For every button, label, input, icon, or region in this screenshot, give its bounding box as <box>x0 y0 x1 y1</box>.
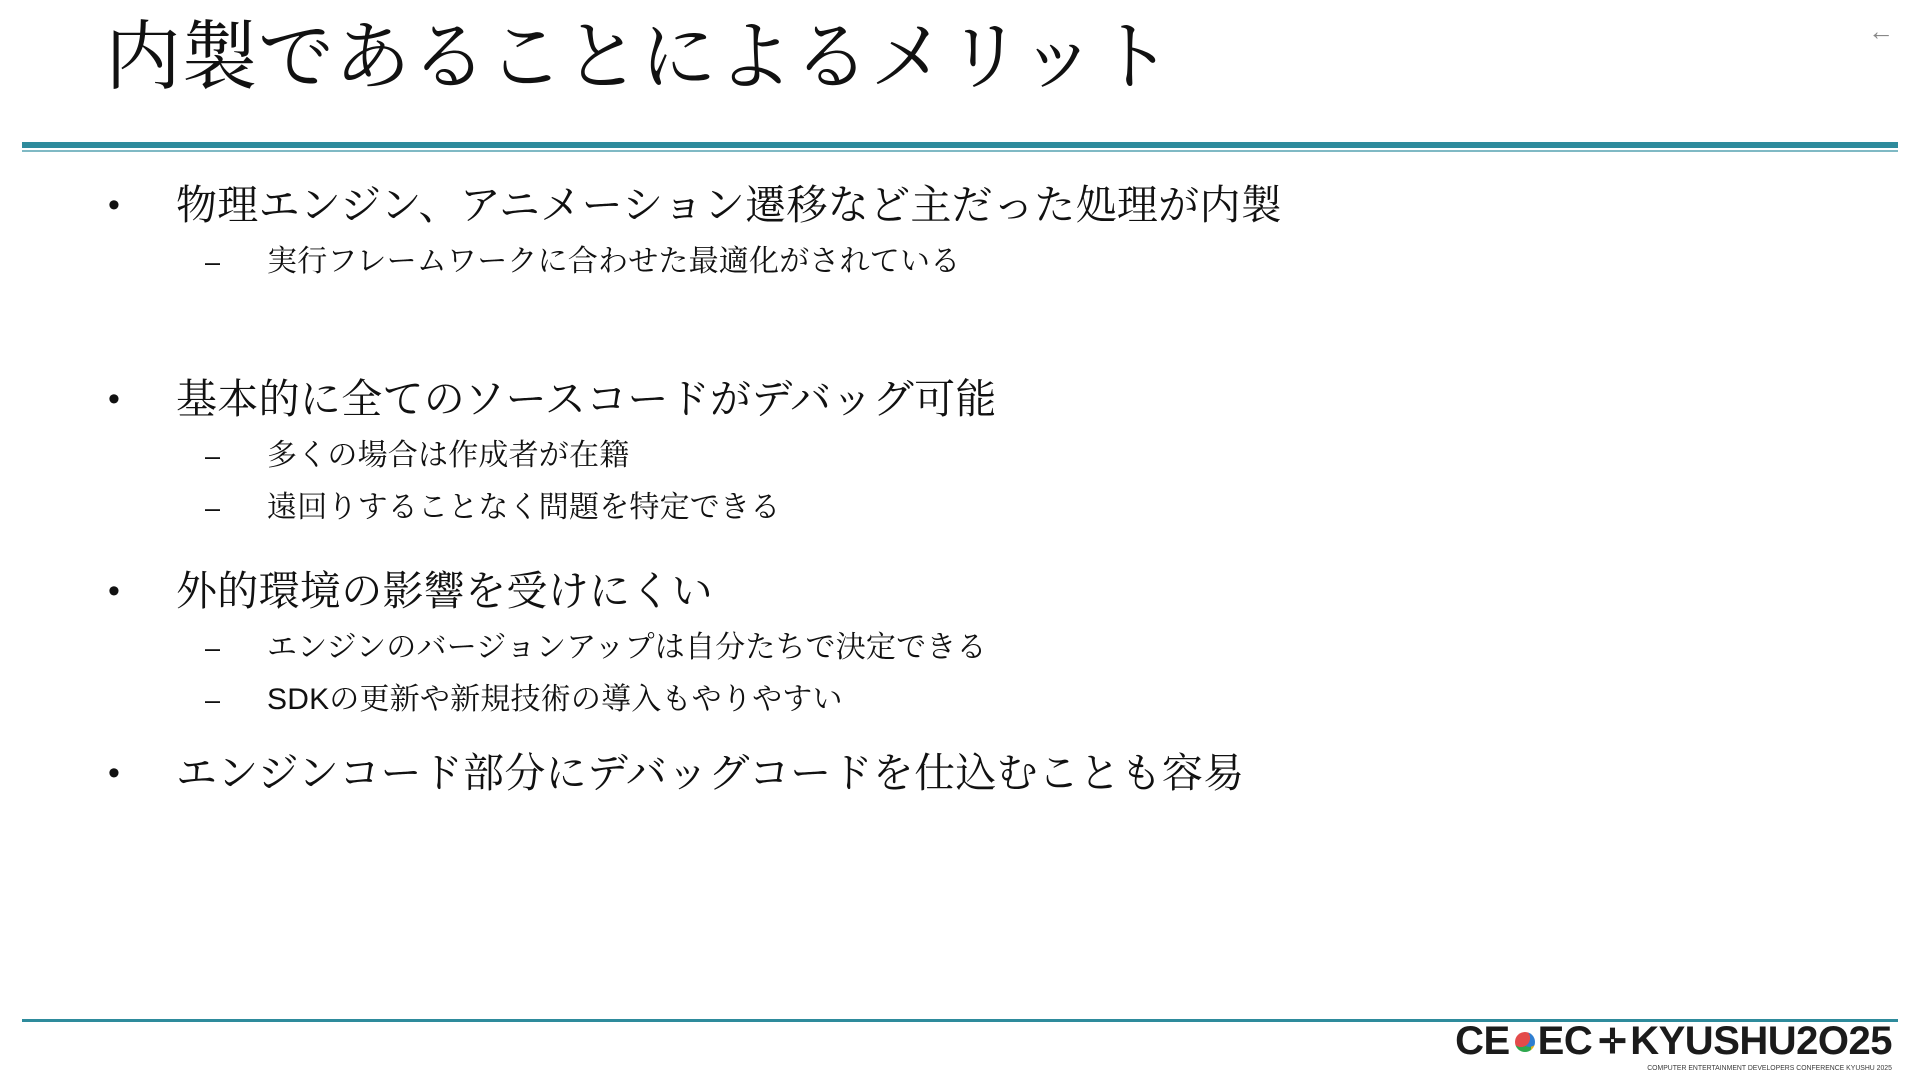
bullet-level2 <box>0 486 1920 530</box>
bullet-marker: – <box>205 247 221 277</box>
title-divider <box>22 142 1898 148</box>
bullet-text: 基本的に全てのソースコードがデバッグ可能 <box>176 376 997 422</box>
bullet-level2 <box>0 240 1920 284</box>
bullet-level2 <box>0 626 1920 670</box>
logo-subtext: COMPUTER ENTERTAINMENT DEVELOPERS CONFERENCE KYUSHU 2025 <box>1647 1065 1892 1072</box>
bullet-marker: – <box>205 633 221 663</box>
spacer <box>0 726 1920 746</box>
bullet-level1 <box>0 178 1920 232</box>
logo-cedec-text: CE <box>1455 1019 1510 1063</box>
bullet-marker: – <box>205 441 221 471</box>
logo-kyushu-text: KYUSHU2O25 <box>1630 1019 1892 1063</box>
logo-wordmark <box>1455 1019 1892 1064</box>
logo-cedec-tail-text: EC <box>1537 1019 1593 1063</box>
bullet-level2 <box>0 434 1920 478</box>
plus-icon: ✛ <box>1598 1022 1627 1061</box>
bullet-text: 物理エンジン、アニメーション遷移など主だった処理が内製 <box>176 182 1283 228</box>
bullet-marker: – <box>205 493 221 523</box>
bullet-text: エンジンコード部分にデバッグコードを仕込むことも容易 <box>176 750 1245 796</box>
bullet-level1 <box>0 564 1920 618</box>
arrow-left-icon[interactable]: ← <box>1868 16 1894 46</box>
bullet-level2 <box>0 678 1920 722</box>
bullet-text: SDKの更新や新規技術の導入もやりやすい <box>267 683 843 716</box>
spacer <box>0 288 1920 372</box>
bullet-text: 実行フレームワークに合わせた最適化がされている <box>267 245 961 278</box>
spacer <box>0 534 1920 564</box>
bullet-text: エンジンのバージョンアップは自分たちで決定できる <box>267 631 987 664</box>
bullet-level1 <box>0 746 1920 800</box>
page-title: 内製であることによるメリット <box>105 15 1173 100</box>
bullet-marker: • <box>108 754 120 792</box>
title-divider-secondary <box>22 150 1898 152</box>
bullet-text: 遠回りすることなく問題を特定できる <box>267 491 781 524</box>
cedec-kyushu-logo <box>1455 1019 1892 1072</box>
bullet-level1 <box>0 372 1920 426</box>
slide-body <box>0 178 1920 806</box>
bullet-marker: • <box>108 380 120 418</box>
logo-globe-icon <box>1515 1032 1535 1052</box>
bullet-text: 多くの場合は作成者が在籍 <box>267 439 630 472</box>
bullet-text: 外的環境の影響を受けにくい <box>176 568 713 614</box>
bullet-marker: – <box>205 685 221 715</box>
bullet-marker: • <box>108 572 120 610</box>
bullet-marker: • <box>108 186 120 224</box>
